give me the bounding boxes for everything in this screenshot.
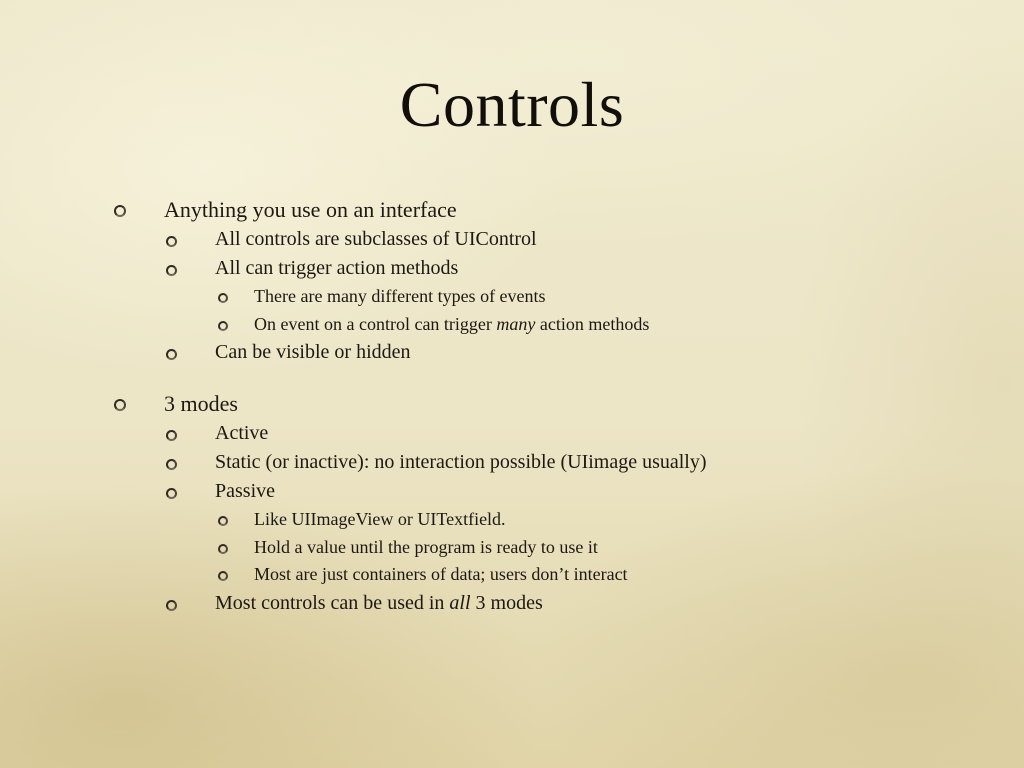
bullet-level1-modes: 3 modes bbox=[164, 391, 238, 416]
bullet-icon bbox=[114, 399, 126, 411]
bullet-icon bbox=[166, 349, 177, 360]
slide-title: Controls bbox=[399, 69, 625, 140]
bullet-icon bbox=[166, 430, 177, 441]
bullet-level2-subclasses: All controls are subclasses of UIControl bbox=[215, 228, 537, 250]
bullet-level1-interface: Anything you use on an interface bbox=[164, 197, 457, 222]
bullet-icon bbox=[166, 459, 177, 470]
bullet-icon bbox=[218, 571, 228, 581]
bullet-level2-all-modes bbox=[215, 592, 543, 615]
bullet-text-pre: Most controls can be used in bbox=[215, 592, 450, 614]
bullet-text-pre: On event on a control can trigger bbox=[254, 314, 497, 334]
bullet-level2-trigger-actions: All can trigger action methods bbox=[215, 257, 459, 279]
bullet-level3-uiimageview: Like UIImageView or UITextfield. bbox=[254, 509, 506, 529]
bullet-icon bbox=[218, 321, 228, 331]
bullet-text-emphasis: many bbox=[496, 314, 536, 334]
bullet-icon bbox=[166, 236, 177, 247]
bullet-level3-containers: Most are just containers of data; users don’t interact bbox=[254, 564, 628, 584]
bullet-level2-static: Static (or inactive): no interaction possible (UIimage usually) bbox=[215, 451, 707, 473]
bullet-icon bbox=[218, 516, 228, 526]
bullet-level2-passive: Passive bbox=[215, 480, 275, 502]
bullet-level2-active: Active bbox=[215, 422, 269, 444]
bullet-text-post: action methods bbox=[535, 314, 650, 334]
bullet-icon bbox=[218, 293, 228, 303]
bullet-text-post: 3 modes bbox=[470, 592, 543, 614]
bullet-icon bbox=[166, 600, 177, 611]
bullet-level3-many-actions bbox=[254, 314, 649, 335]
bullet-icon bbox=[114, 205, 126, 217]
bullet-level3-event-types: There are many different types of events bbox=[254, 286, 546, 306]
bullet-icon bbox=[218, 544, 228, 554]
bullet-level3-hold-value: Hold a value until the program is ready to use it bbox=[254, 537, 598, 557]
bullet-icon bbox=[166, 265, 177, 276]
bullet-level2-visible-hidden: Can be visible or hidden bbox=[215, 341, 411, 363]
bullet-text-emphasis: all bbox=[449, 592, 471, 614]
bullet-icon bbox=[166, 488, 177, 499]
